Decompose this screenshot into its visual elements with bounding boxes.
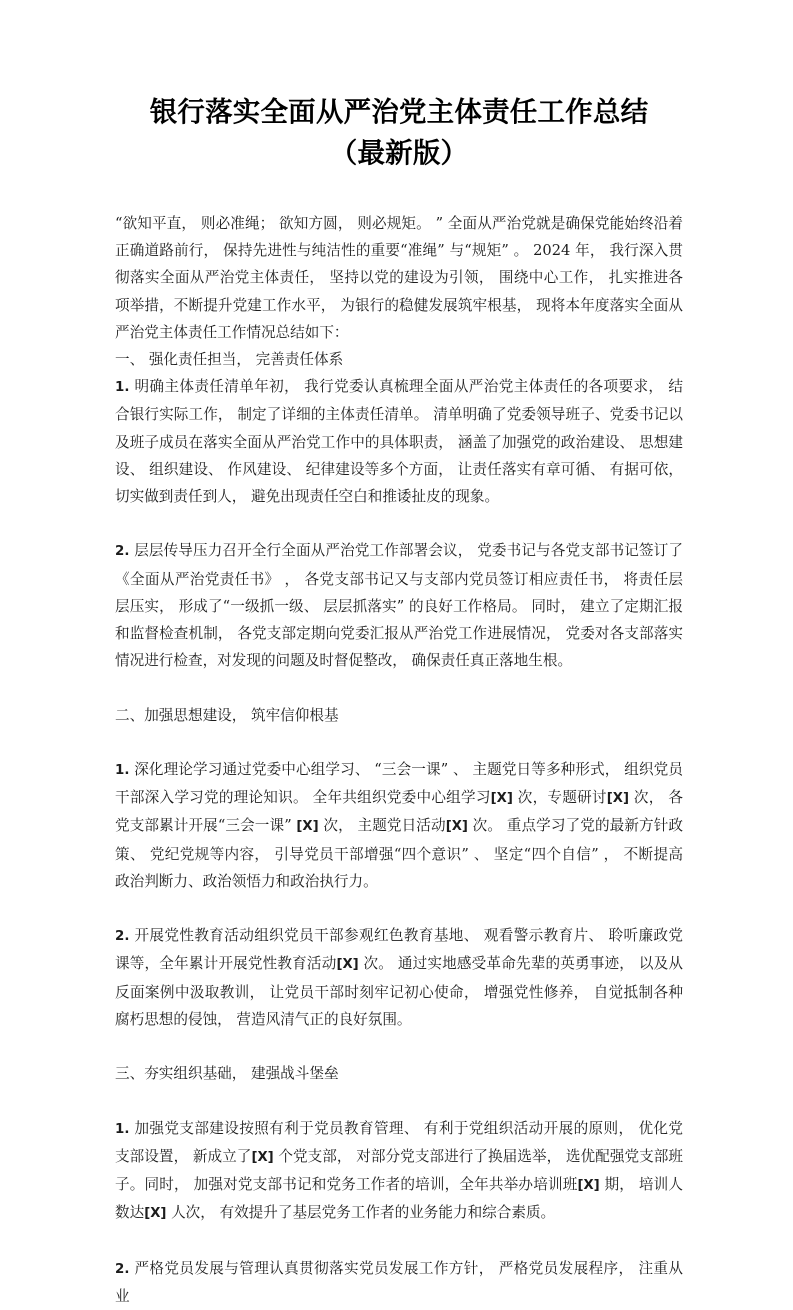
section-1-heading: 一、 强化责任担当， 完善责任体系 xyxy=(115,351,344,369)
page-title-line-1: 银行落实全面从严治党主体责任工作总结 xyxy=(149,96,649,128)
section-1-item-1-number: 1. xyxy=(115,380,135,396)
section-1-item-2 xyxy=(115,537,683,674)
section-2-heading: 二、加强思想建设， 筑牢信仰根基 xyxy=(115,706,339,724)
section-2 xyxy=(115,702,683,1033)
section-1-item-2-text: 层层传导压力召开全行全面从严治党工作部署会议， 党委书记与各党支部书记签订了《全面从严治党责任书》 ， 各党支部书记又与支部内党员签订相应责任书， 将责任层层压实， 形成了“一级抓一级、 层层抓落实” 的良好工作格局。 同时， 建立了定期汇报和监督检查机制， 各党支部定期向党委汇报从严治党工作进展情况， 党委对各支部落实情况进行检查，对发现的问题及时督促整改， 确保责任真正落地生根。 xyxy=(115,542,683,670)
section-3-item-2-text: 严格党员发展与管理认真贯彻落实党员发展工作方针， 严格党员发展程序， 注重从业 xyxy=(115,1259,683,1305)
section-3-item-1-text: 加强党支部建设按照有利于党员教育管理、 有利于党组织活动开展的原则， 优化党支部设置， 新成立了[X] 个党支部， 对部分党支部进行了换届选举， 选优配强党支部班子。同时， 加强对党支部书记和党务工作者的培训，全年共举办培训班[X] 期， 培训人数达[X] 人次， 有效提升了基层党务工作者的业务能力和综合素质。 xyxy=(115,1119,683,1222)
heading-gap-3 xyxy=(115,1087,683,1114)
section-2-item-2-number: 2. xyxy=(115,929,135,945)
heading-gap-2 xyxy=(115,729,683,756)
page-title xyxy=(115,0,683,174)
placeholder-token: [X] xyxy=(144,1206,167,1222)
paragraph-gap xyxy=(115,1227,683,1254)
section-gap-2 xyxy=(115,1033,683,1060)
section-3-item-1 xyxy=(115,1115,683,1228)
section-1-item-1 xyxy=(115,373,683,510)
section-2-item-1-text: 深化理论学习通过党委中心组学习、 “三会一课” 、 主题党日等多种形式， 组织党员干部深入学习党的理论知识。 全年共组织党委中心组学习[X] 次，专题研讨[X] 次， 各党支部累计开展“三会一课” [X] 次， 主题党日活动[X] 次。 重点学习了党的最新方针政策、 党纪党规等内容， 引导党员干部增强“四个意识” 、 坚定“四个自信” ， 不断提高政治判断力、政治领悟力和政治执行力。 xyxy=(115,761,684,890)
document-body xyxy=(115,0,683,1310)
section-gap-1 xyxy=(115,674,683,701)
placeholder-token: [X] xyxy=(606,791,629,807)
section-1-item-1-text: 明确主体责任清单年初， 我行党委认真梳理全面从严治党主体责任的各项要求， 结合银行实际工作， 制定了详细的主体责任清单。 清单明确了党委领导班子、党委书记以及班子成员在落实全面从严治党工作中的具体职责， 涵盖了加强党的政治建设、 思想建设、 组织建设、 作风建设、 纪律建设等多个方面， 让责任落实有章可循、 有据可依， 切实做到责任到人， 避免出现责任空白和推诿扯皮的现象。 xyxy=(115,378,683,506)
lead-paragraph: “欲知平直， 则必准绳； 欲知方圆， 则必规矩。 ” 全面从严治党就是确保党能始终沿着正确道路前行， 保持先进性与纯洁性的重要“准绳” 与“规矩” 。 2024 年， 我行深入贯彻落实全面从严治党主体责任， 坚持以党的建设为引领， 围绕中心工作， 扎实推进各项举措，不断提升党建工作水平， 为银行的稳健发展筑牢根基， 现将本年度落实全面从严治党主体责任工作情况总结如下： xyxy=(115,215,683,341)
section-2-item-2 xyxy=(115,922,683,1033)
section-2-item-1-number: 1. xyxy=(115,763,135,779)
section-1 xyxy=(115,346,683,674)
placeholder-token: [X] xyxy=(577,1178,600,1194)
section-2-item-1 xyxy=(115,756,683,895)
section-3-heading: 三、夯实组织基础， 建强战斗堡垒 xyxy=(115,1065,339,1083)
section-1-item-2-number: 2. xyxy=(115,544,135,560)
placeholder-token: [X] xyxy=(296,819,319,835)
placeholder-token: [X] xyxy=(490,791,513,807)
placeholder-token: [X] xyxy=(251,1149,274,1165)
placeholder-token: [X] xyxy=(336,957,359,973)
section-3-item-2 xyxy=(115,1255,683,1310)
paragraph-gap xyxy=(115,895,683,922)
section-3 xyxy=(115,1060,683,1310)
section-3-item-2-number: 2. xyxy=(115,1261,135,1277)
page-title-line-2: （最新版） xyxy=(329,137,469,169)
paragraph-gap xyxy=(115,510,683,537)
placeholder-token: [X] xyxy=(445,819,468,835)
section-2-item-2-text: 开展党性教育活动组织党员干部参观红色教育基地、 观看警示教育片、 聆听廉政党课等，全年累计开展党性教育活动[X] 次。 通过实地感受革命先辈的英勇事迹， 以及从反面案例中汲取教训， 让党员干部时刻牢记初心使命， 增强党性修养， 自觉抵制各种腐朽思想的侵蚀， 营造风清气正的良好氛围。 xyxy=(115,927,683,1028)
section-3-item-1-number: 1. xyxy=(115,1121,135,1137)
